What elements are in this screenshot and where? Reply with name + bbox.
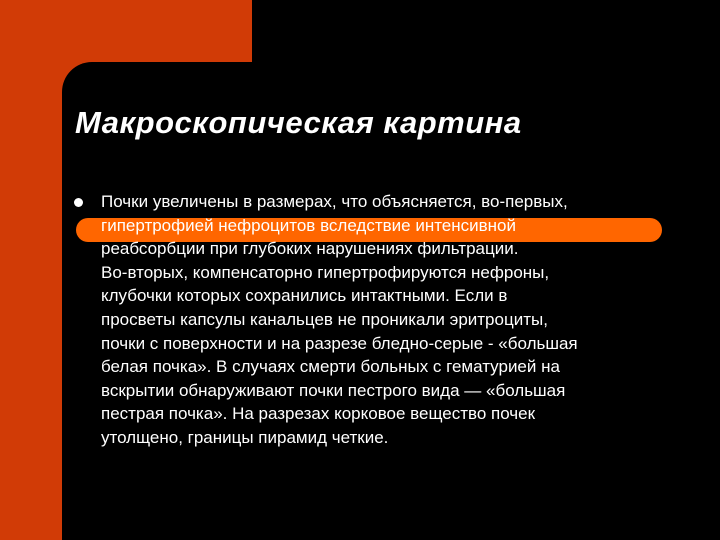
bullet-text-line: белая почка». В случаях смерти больных с гематурией на (101, 357, 560, 377)
bullet-dot-icon (74, 198, 83, 207)
bullet-text (101, 190, 682, 450)
bullet-text-line: пестрая почка». На разрезах корковое вещество почек (101, 404, 536, 424)
bullet-text-line: реабсорбции при глубоких нарушениях фильтрации. (101, 239, 519, 259)
bullet-text-line: почки с поверхности и на разрезе бледно-серые - «большая (101, 333, 578, 353)
bullet-text-line: Во-вторых, компенсаторно гипертрофируются нефроны, (101, 262, 550, 282)
bullet-text-line: гипертрофией нефроцитов вследствие интенсивной (101, 215, 517, 235)
bullet-text-line: клубочки которых сохранились интактными. Если в (101, 286, 508, 306)
bullet-text-line: вскрытии обнаруживают почки пестрого вида — «большая (101, 380, 566, 400)
bullet-text-line: утолщено, границы пирамид четкие. (101, 427, 389, 447)
slide-title: Макроскопическая картина (75, 105, 522, 140)
bullet-item (72, 190, 682, 450)
bullet-text-line: Почки увеличены в размерах, что объясняется, во-первых, (101, 192, 568, 211)
bullet-list (72, 190, 682, 450)
bullet-text-line: просветы капсулы канальцев не проникали эритроциты, (101, 309, 548, 329)
